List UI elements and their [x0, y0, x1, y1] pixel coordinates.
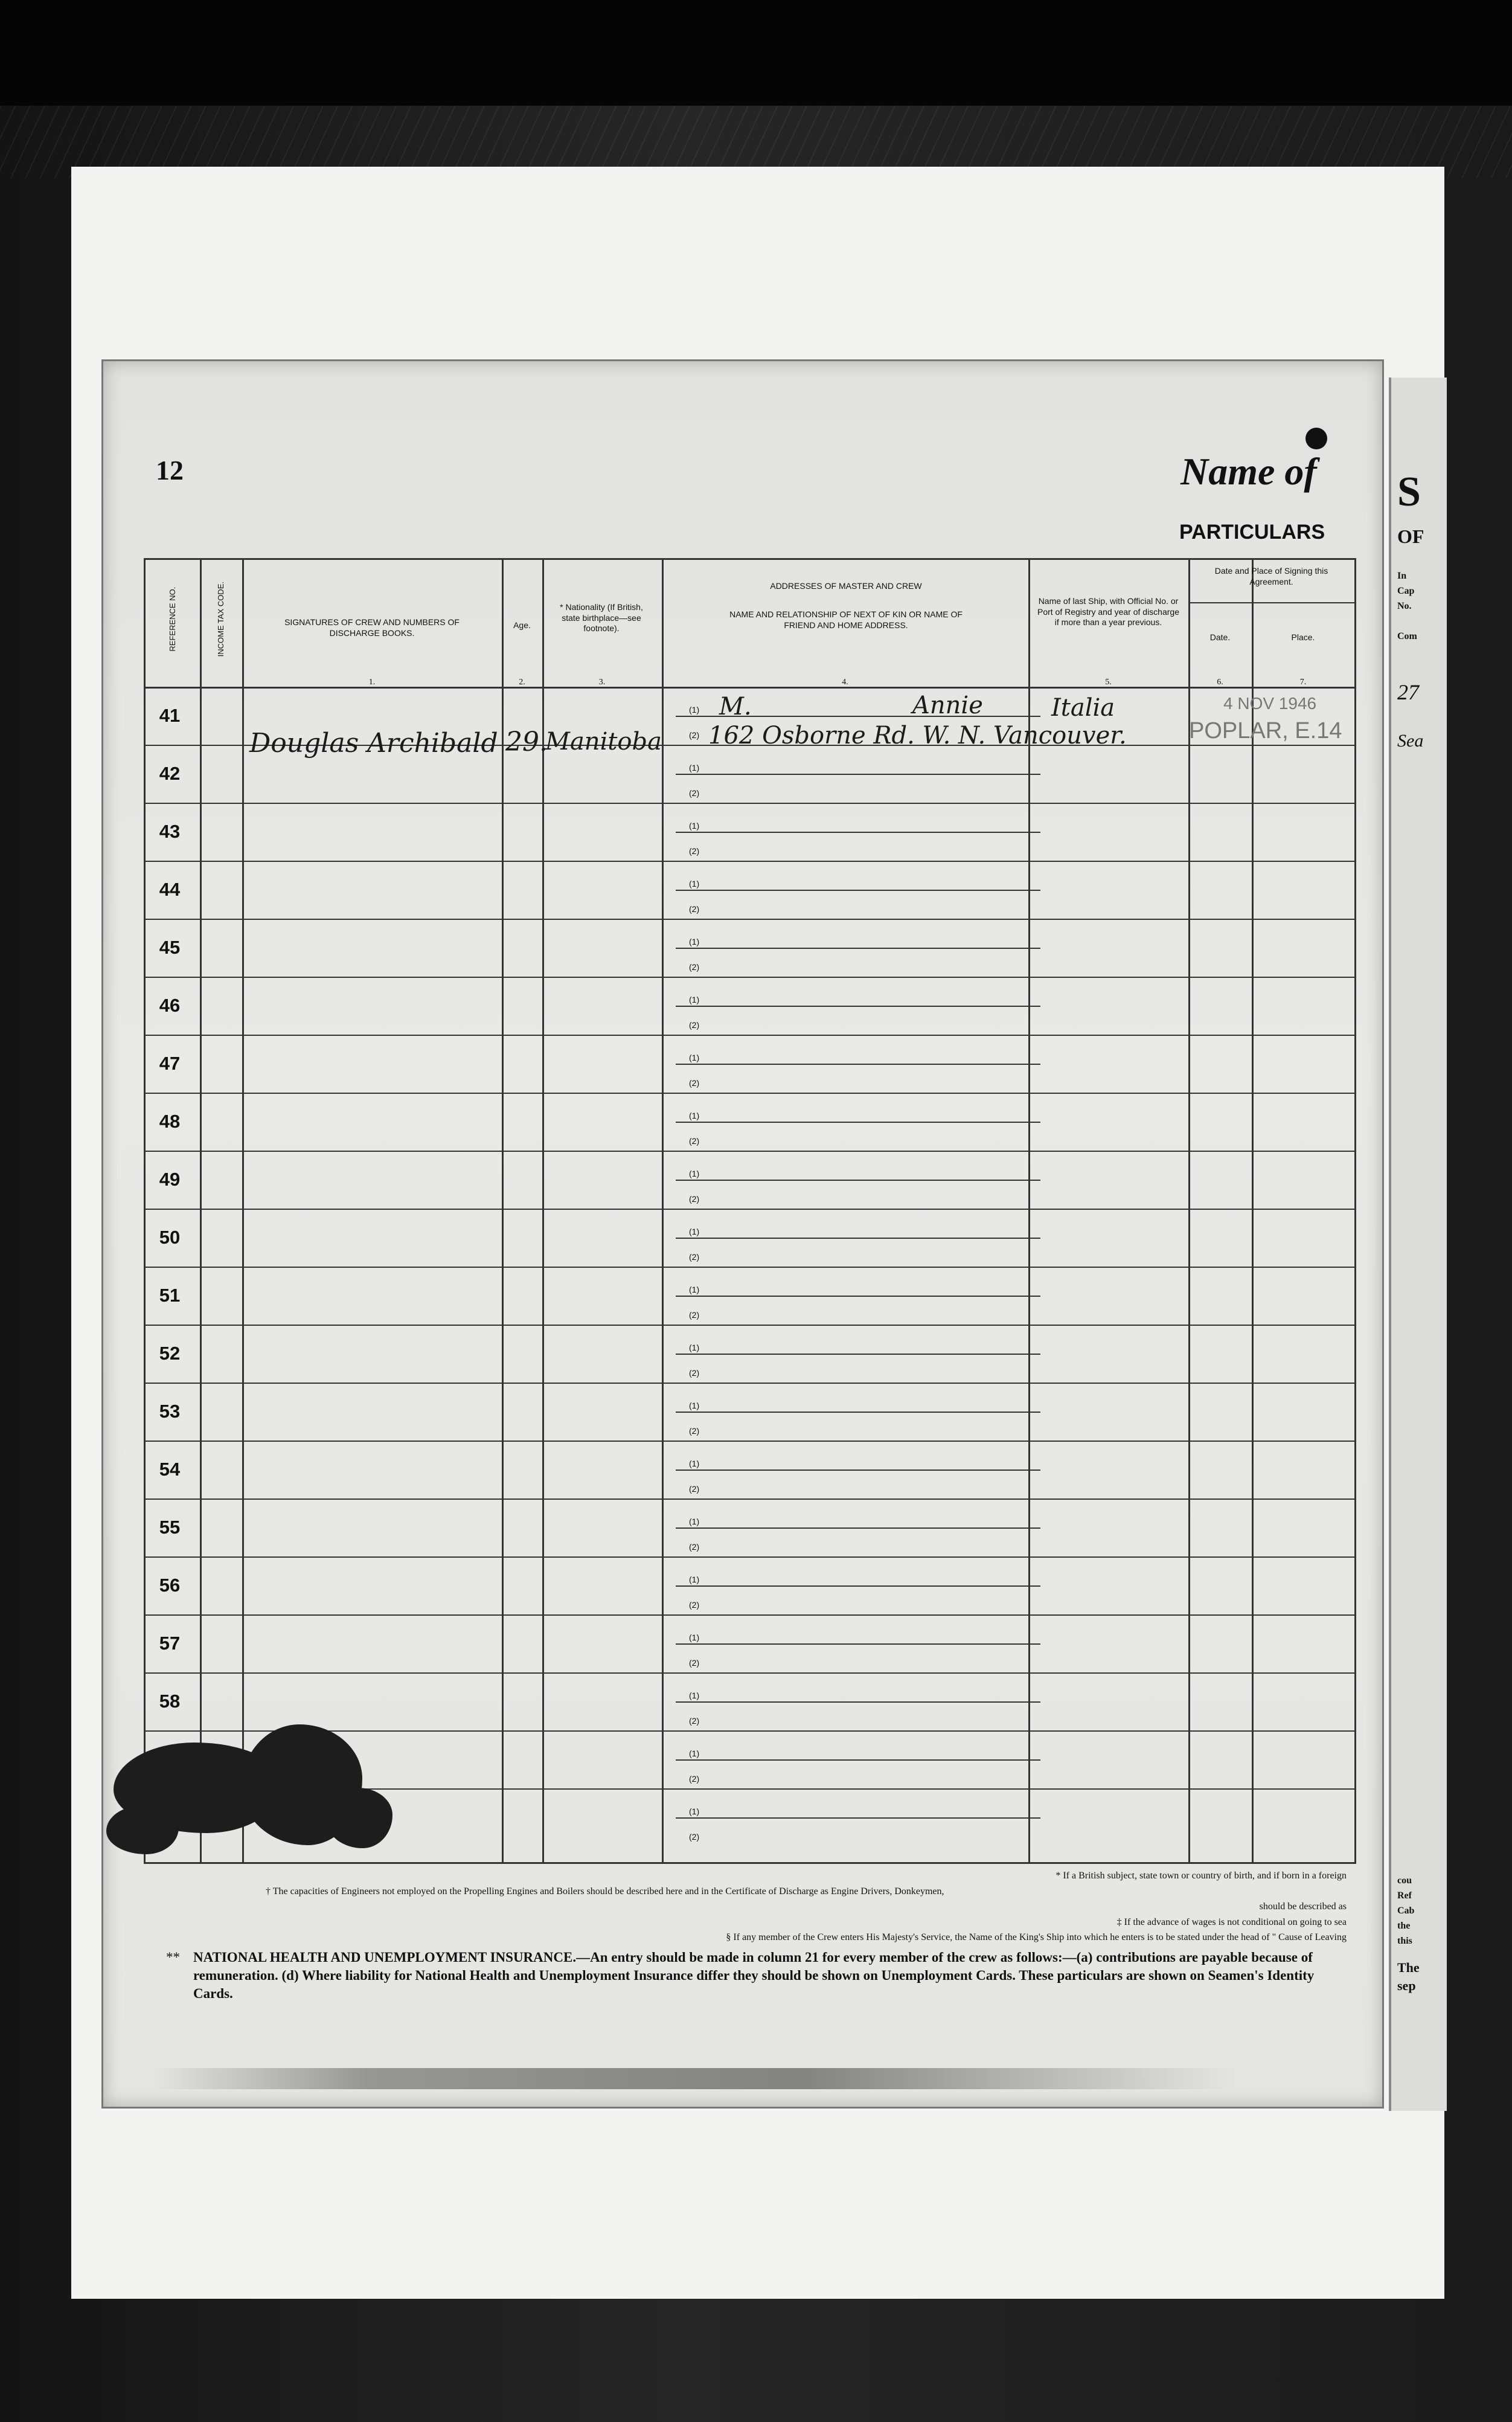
- row-number: 46: [159, 995, 181, 1016]
- address-line-mark: (1): [689, 1227, 700, 1236]
- row-rule: [146, 1209, 1354, 1210]
- address-line-mark: (1): [689, 763, 700, 773]
- footnote: ‡ If the advance of wages is not conditional on going to sea: [1116, 1916, 1347, 1927]
- row-number: 48: [159, 1111, 181, 1132]
- row-number: 51: [159, 1285, 181, 1306]
- address-subrule: [676, 1180, 1040, 1181]
- kin-name: Annie: [912, 692, 983, 719]
- column-divider: [1188, 560, 1190, 1862]
- address-line-mark: (2): [689, 846, 700, 856]
- address-line-mark: (2): [689, 1542, 700, 1552]
- address-line-mark: (2): [689, 788, 700, 798]
- address-line-mark: (2): [689, 1310, 700, 1320]
- header-income-tax-code: INCOME TAX CODE.: [216, 581, 225, 657]
- address-subrule: [676, 1585, 1040, 1587]
- address-subrule: [676, 1701, 1040, 1703]
- footnote: * If a British subject, state town or country of birth, and if born in a foreign: [1056, 1871, 1347, 1881]
- header-age: Age.: [513, 620, 531, 630]
- footnote: § If any member of the Crew enters His Majesty's Service, the Name of the King's Ship into which he enters is to be stated under the head of " Cause of Leaving: [726, 1932, 1347, 1943]
- row-number: 42: [159, 763, 181, 784]
- row-rule: [146, 1383, 1354, 1384]
- address-line-mark: (1): [689, 1633, 700, 1642]
- row-rule: [146, 1614, 1354, 1616]
- header-reference-no: REFERENCE NO.: [167, 586, 177, 652]
- address-line-mark: (1): [689, 1401, 700, 1410]
- stamp-place: POPLAR, E.14: [1189, 718, 1342, 744]
- header-addresses-sub: NAME AND RELATIONSHIP OF NEXT OF KIN OR NAME OF FRIEND AND HOME ADDRESS.: [729, 609, 963, 630]
- address-line-mark: (2): [689, 1832, 700, 1842]
- address-line-mark: (2): [689, 1484, 700, 1494]
- footnote: † The capacities of Engineers not employed on the Propelling Engines and Boilers should be described here and in the Certificate of Discharge as Engine Drivers, Donkeymen,: [266, 1886, 944, 1897]
- address-subrule: [676, 1064, 1040, 1065]
- next-page-fragment: Com: [1397, 631, 1417, 641]
- header-nationality: * Nationality (If British, state birthplace—see footnote).: [560, 602, 643, 633]
- address-line-mark: (1): [689, 1575, 700, 1584]
- crew-ledger-table: [144, 558, 1356, 1864]
- row-rule: [146, 803, 1354, 804]
- row-rule: [146, 1556, 1354, 1558]
- row-number: 50: [159, 1227, 181, 1248]
- insurance-note: [166, 1948, 1347, 2003]
- column-divider: [1252, 560, 1254, 1862]
- column-number: 2.: [519, 678, 525, 687]
- address-subrule: [676, 832, 1040, 833]
- page-bottom-smudge: [151, 2068, 1238, 2089]
- address-subrule: [676, 1470, 1040, 1471]
- address-line-mark: (1): [689, 1285, 700, 1294]
- next-page-fragment: The: [1397, 1960, 1420, 1975]
- address-line-mark: (1): [689, 937, 700, 946]
- row-number: 47: [159, 1053, 181, 1074]
- address-subrule: [676, 1759, 1040, 1761]
- column-number: 6.: [1217, 678, 1223, 687]
- header-last-ship: Name of last Ship, with Official No. or Port of Registry and year of discharge if more than a year previous.: [1037, 596, 1179, 627]
- address-line-mark: (1): [689, 1169, 700, 1178]
- row-rule: [146, 1267, 1354, 1268]
- address-subrule: [676, 1296, 1040, 1297]
- insurance-mark: **: [166, 1950, 180, 1965]
- crew-age: 29.: [505, 727, 548, 757]
- address-line-mark: (2): [689, 904, 700, 914]
- address-subrule: [676, 1006, 1040, 1007]
- last-ship: Italia: [1051, 694, 1115, 722]
- page-number: 12: [156, 455, 184, 486]
- insurance-text: NATIONAL HEALTH AND UNEMPLOYMENT INSURANCE.—An entry should be made in column 21 for every member of the crew as follows:—(a) contributions are payable because of remuneration. (d) Where liability for National Health and Unemployment Insurance differ they should be shown on Unemployment Cards. These particulars are shown on Seamen's Identity Cards.: [193, 1950, 1315, 2001]
- column-number: 7.: [1299, 678, 1307, 687]
- row-rule: [146, 1151, 1354, 1152]
- row-number: 58: [159, 1691, 181, 1712]
- row-rule: [146, 861, 1354, 862]
- address-line-mark: (1): [689, 995, 700, 1004]
- next-page-fragment: Cap: [1397, 586, 1415, 596]
- address-subrule: [676, 1354, 1040, 1355]
- next-page-fragment: Sea: [1397, 731, 1424, 751]
- row-number: 41: [159, 705, 181, 726]
- row-number: 57: [159, 1633, 181, 1654]
- kin-address: 162 Osborne Rd. W. N. Vancouver.: [708, 722, 1127, 750]
- column-divider: [662, 560, 664, 1862]
- address-line-mark: (1): [689, 1459, 700, 1468]
- address-line-mark: (1): [689, 1807, 700, 1816]
- next-page-fragment: sep: [1397, 1978, 1416, 1993]
- column-number: 1.: [368, 678, 376, 687]
- address-line-mark: (2): [689, 1136, 700, 1146]
- page-title: Name of: [1180, 450, 1317, 493]
- stamp-date: 4 NOV 1946: [1223, 694, 1317, 713]
- section-heading: PARTICULARS: [1179, 521, 1325, 544]
- next-page-fragment: Cab: [1397, 1906, 1415, 1916]
- column-divider: [1028, 560, 1030, 1862]
- header-date: Date.: [1209, 632, 1231, 642]
- header-signatures: SIGNATURES OF CREW AND NUMBERS OF DISCHARGE BOOKS.: [284, 617, 460, 638]
- crew-nationality: Manitoba: [545, 728, 662, 756]
- row-rule: [146, 977, 1354, 978]
- column-divider: [242, 560, 244, 1862]
- row-number: 52: [159, 1343, 181, 1364]
- address-subrule: [676, 1122, 1040, 1123]
- address-line-mark: (2): [689, 1194, 700, 1204]
- address-line-mark: (1): [689, 821, 700, 830]
- address-line-mark: (2): [689, 1774, 700, 1784]
- row-number: 44: [159, 879, 181, 900]
- address-line-mark: (1): [689, 1517, 700, 1526]
- next-page-fragment: No.: [1397, 601, 1412, 611]
- address-line-mark: (1): [689, 1111, 700, 1120]
- row-number: 54: [159, 1459, 181, 1480]
- address-line-mark: (2): [689, 962, 700, 972]
- ink-stain: [326, 1788, 392, 1848]
- row-rule: [146, 919, 1354, 920]
- header-place: Place.: [1291, 632, 1315, 642]
- address-subrule: [676, 1412, 1040, 1413]
- column-divider: [200, 560, 202, 1862]
- address-line-mark: (2): [689, 1252, 700, 1262]
- address-line-mark: (2): [689, 1426, 700, 1436]
- kin-relationship: M.: [719, 693, 752, 721]
- header-date-place: Date and Place of Signing this Agreement.: [1214, 566, 1328, 586]
- row-number: 43: [159, 821, 181, 842]
- address-line-mark: (2): [689, 1658, 700, 1668]
- row-rule: [146, 1325, 1354, 1326]
- address-subrule: [676, 890, 1040, 891]
- column-number: 4.: [842, 678, 848, 687]
- film-border-top: [0, 0, 1512, 106]
- next-page-fragment: OF: [1397, 525, 1424, 547]
- address-line-mark: (1): [689, 1343, 700, 1352]
- footnote: should be described as: [1259, 1901, 1347, 1912]
- row-number: 56: [159, 1575, 181, 1596]
- header-addresses-title: ADDRESSES OF MASTER AND CREW: [770, 581, 922, 591]
- row-rule: [146, 1035, 1354, 1036]
- adjacent-page-edge: [1389, 377, 1447, 2111]
- row-number: 55: [159, 1517, 181, 1538]
- address-line-mark: (1): [689, 879, 700, 888]
- address-subrule: [676, 1527, 1040, 1529]
- address-line-mark: (2): [689, 1716, 700, 1726]
- column-divider: [502, 560, 504, 1862]
- footnotes: [193, 1868, 1347, 1945]
- address-line-mark: (2): [689, 730, 700, 740]
- next-page-fragment: this: [1397, 1936, 1412, 1946]
- address-subrule: [676, 774, 1040, 775]
- next-page-fragment: Ref: [1397, 1890, 1412, 1901]
- address-subrule: [676, 1643, 1040, 1645]
- address-line-mark: (1): [689, 1691, 700, 1700]
- next-page-fragment: cou: [1397, 1875, 1412, 1886]
- address-line-mark: (2): [689, 1020, 700, 1030]
- row-number: 53: [159, 1401, 181, 1422]
- column-number: 5.: [1105, 678, 1112, 687]
- next-page-fragment: 27: [1397, 680, 1419, 704]
- address-line-mark: (2): [689, 1078, 700, 1088]
- punch-hole: [1305, 428, 1327, 449]
- row-rule: [146, 1672, 1354, 1674]
- row-rule: [146, 1498, 1354, 1500]
- next-page-fragment: S: [1397, 469, 1421, 515]
- row-rule: [146, 1441, 1354, 1442]
- column-number: 3.: [598, 678, 606, 687]
- next-page-fragment: the: [1397, 1921, 1411, 1931]
- address-subrule: [676, 1238, 1040, 1239]
- address-line-mark: (2): [689, 1368, 700, 1378]
- header-subdivider: [1188, 602, 1354, 603]
- row-rule: [146, 1093, 1354, 1094]
- address-subrule: [676, 948, 1040, 949]
- crew-signature: Douglas Archibald: [249, 728, 498, 759]
- row-number: 45: [159, 937, 181, 958]
- row-number: 49: [159, 1169, 181, 1190]
- address-line-mark: (1): [689, 1749, 700, 1758]
- ink-stain: [106, 1806, 179, 1854]
- next-page-fragment: In: [1397, 571, 1407, 581]
- address-line-mark: (2): [689, 1600, 700, 1610]
- address-line-mark: (1): [689, 705, 700, 715]
- address-subrule: [676, 1817, 1040, 1819]
- address-line-mark: (1): [689, 1053, 700, 1062]
